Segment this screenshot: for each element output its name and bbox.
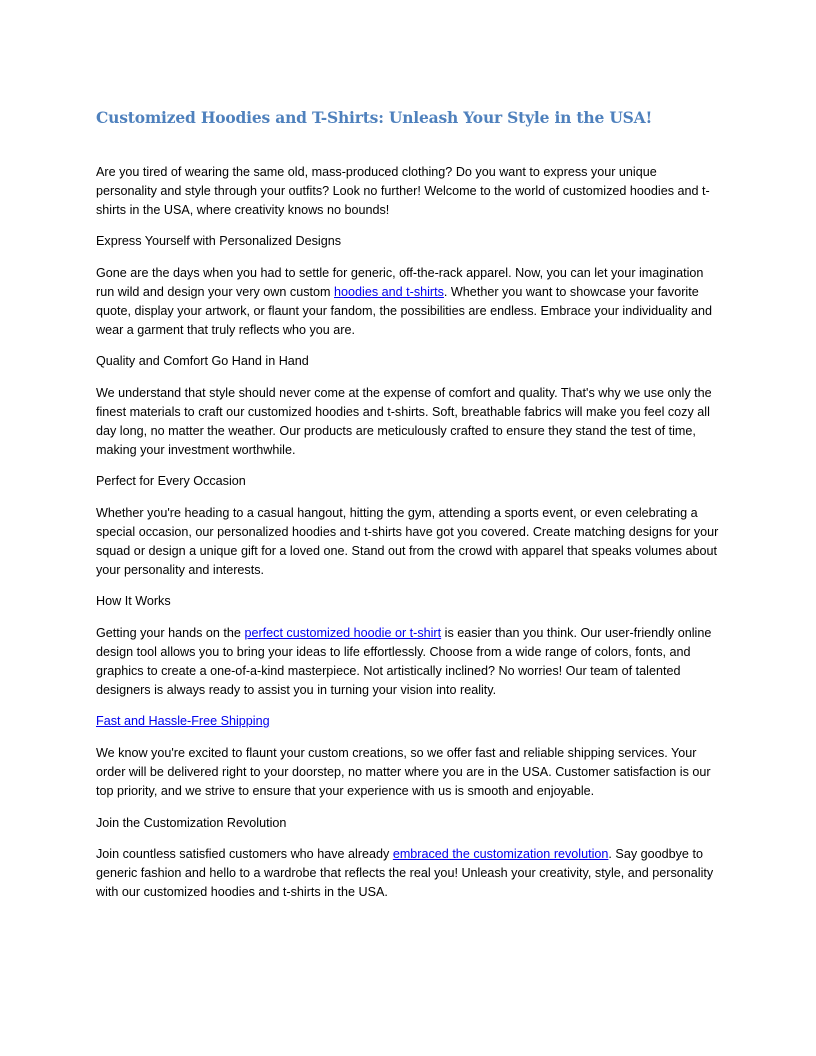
section-paragraph <box>96 624 720 699</box>
section-paragraph <box>96 264 720 339</box>
section-heading: Quality and Comfort Go Hand in Hand <box>96 354 309 369</box>
section-heading: Express Yourself with Personalized Designs <box>96 234 342 249</box>
document-title: Customized Hoodies and T-Shirts: Unleash Your Style in the USA! <box>96 108 653 127</box>
shipping-heading-link[interactable]: Fast and Hassle-Free Shipping <box>96 714 270 729</box>
paragraph-text: is easier than you think. Our user-friendly online design tool allows you to bring your ideas to life effortlessly. Choose from a wide range of colors, fonts, and graphics to create a one-of-a-kind masterpiece. Not artistically inclined? No worries! Our team of talented designers is always ready to assist you in turning your vision into reality. <box>96 626 712 697</box>
paragraph-text: . Whether you want to showcase your favorite quote, display your artwork, or flaunt your fandom, the possibilities are endless. Embrace your individuality and wear a garment that truly reflects who you are. <box>96 284 713 337</box>
perfect-hoodie-link[interactable]: perfect customized hoodie or t-shirt <box>244 626 442 641</box>
section-paragraph: We know you're excited to flaunt your custom creations, so we offer fast and reliable shipping services. Your order will be delivered right to your doorstep, no matter where you are in the USA. Customer satisfaction is our top priority, and we strive to ensure that your experience with us is smooth and enjoyable. <box>96 746 711 798</box>
section-heading: Join the Customization Revolution <box>96 815 287 830</box>
paragraph-text: Gone are the days when you had to settle for generic, off-the-rack apparel. Now, you can let your imagination run wild and design your very own custom <box>96 266 704 299</box>
paragraph-text: . Say goodbye to generic fashion and hello to a wardrobe that reflects the real you! Unleash your creativity, style, and personality with our customized hoodies and t-shirts in the USA. <box>96 847 714 899</box>
section-heading: Perfect for Every Occasion <box>96 474 246 489</box>
paragraph-text: Getting your hands on the <box>96 626 245 641</box>
section-paragraph: Whether you're heading to a casual hangout, hitting the gym, attending a sports event, or even celebrating a special occasion, our personalized hoodies and t-shirts have got you covered. Create matching designs for your squad or design a unique gift for a loved one. Stand out from the crowd with apparel that speaks volumes about your personality and interests. <box>96 506 719 577</box>
intro-paragraph: Are you tired of wearing the same old, mass-produced clothing? Do you want to express your unique personality and style through your outfits? Look no further! Welcome to the world of customized hoodies and t-shirts in the USA, where creativity knows no bounds! <box>96 165 710 217</box>
paragraph-text: Join countless satisfied customers who have already <box>96 847 393 862</box>
section-heading: How It Works <box>96 594 171 609</box>
hoodies-tshirts-link[interactable]: hoodies and t-shirts <box>334 284 444 299</box>
section-paragraph: We understand that style should never come at the expense of comfort and quality. That's why we use only the finest materials to craft our customized hoodies and t-shirts. Soft, breathable fabrics will make you feel cozy all day long, no matter the weather. Our products are meticulously crafted to ensure they stand the test of time, making your investment worthwhile. <box>96 386 712 457</box>
document-body <box>96 163 720 915</box>
customization-revolution-link[interactable]: embraced the customization revolution <box>392 847 609 862</box>
section-heading <box>96 712 720 731</box>
section-paragraph <box>96 845 720 901</box>
